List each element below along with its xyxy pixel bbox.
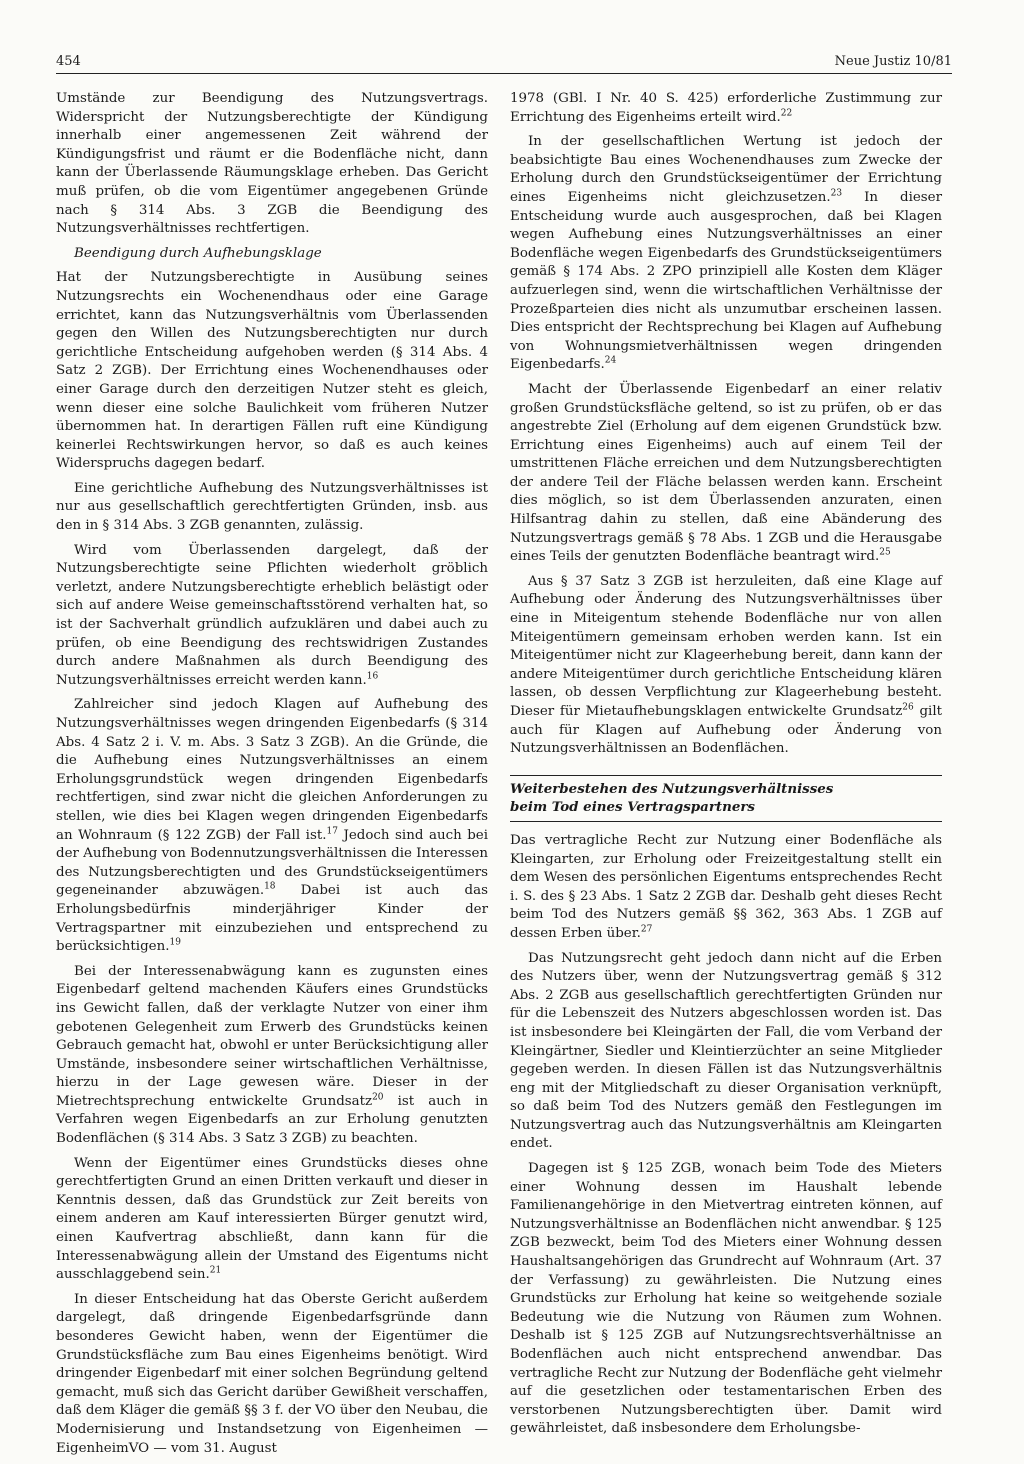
paragraph-text: Eine gerichtliche Aufhebung des Nutzungsverhältnisses ist nur aus gesellschaftlich gerechtfertigten Gründen, insb. aus den in § 314 Abs. 3 ZGB genannten, zulässig. bbox=[56, 480, 488, 534]
right-column bbox=[510, 90, 942, 1445]
paragraph bbox=[56, 1155, 488, 1285]
paragraph bbox=[56, 90, 488, 239]
section-heading-line: Weiterbestehen des Nutzungsverhältnisses bbox=[510, 780, 834, 797]
paragraph-text: Dagegen ist § 125 ZGB, wonach beim Tode des Mieters einer Wohnung dessen im Haushalt lebende Familienangehörige in den Mietvertrag eintreten können, auf Nutzungsverhältnisse an Bodenflächen nicht anwendbar. § 125 ZGB bezweckt, beim Tod des Mieters einer Wohnung dessen Haushaltsangehörigen das Grundrecht auf Wohnraum (Art. 37 der Verfassung) zu gewährleisten. Die Nutzung eines Grundstücks zur Erholung hat keine so weitgehende soziale Bedeutung wie die Nutzung von Räumen zum Wohnen. Deshalb ist § 125 ZGB auf Nutzungsrechtsverhältnisse an Bodenflächen auch nicht entsprechend anwendbar. Das vertragliche Recht zur Nutzung der Bodenfläche geht vielmehr auf die gesetzlichen oder testamentarischen Erben des verstorbenen Nutzungsberechtigten über. Damit wird gewährleistet, daß insbesondere dem Erholungsbe- bbox=[510, 1161, 942, 1437]
paragraph-text: Das Nutzungsrecht geht jedoch dann nicht auf die Erben des Nutzers über, wenn der Nutzungsvertrag gemäß § 312 Abs. 2 ZGB aus gesellschaftlich gerechtfertigten Gründen nur für die Lebenszeit des Nutzers abgeschlossen worden ist. Das ist insbesondere bei Kleingärten der Fall, die vom Verband der Kleingärtner, Siedler und Kleintierzüchter an seine Mitglieder gegeben werden. In diesen Fällen ist das Nutzungsverhältnis eng mit der Mitgliedschaft zu dieser Organisation verknüpft, so daß beim Tod des Nutzers gemäß den Festlegungen im Nutzungsvertrag auch das Nutzungsverhältnis am Kleingarten endet. bbox=[510, 950, 942, 1152]
paragraph-text: In der gesellschaftlichen Wertung ist jedoch der beabsichtigte Bau eines Wochenendhauses zum Zwecke der Erholung durch den Grundstückseigentümer der Errichtung eines Eigenheims nicht gleichzusetzen. bbox=[510, 134, 942, 205]
footnote-ref: 25 bbox=[879, 547, 891, 558]
footnote-ref: 19 bbox=[169, 937, 181, 948]
paragraph bbox=[56, 542, 488, 691]
paragraph-text: Das vertragliche Recht zur Nutzung einer Bodenfläche als Kleingarten, zur Erholung oder Freizeitgestaltung stellt ein dem Wesen des persönlichen Eigentums entsprechendes Recht i. S. des § 23 Abs. 1 Satz 2 ZGB dar. Deshalb geht dieses Recht beim Tod des Nutzers gemäß §§ 362, 363 Abs. 1 ZGB auf dessen Erben über. bbox=[510, 832, 942, 941]
footnote-ref: 21 bbox=[209, 1265, 222, 1276]
paragraph bbox=[56, 963, 488, 1149]
paragraph-text: Jedoch sind auch bei der Aufhebung von Bodennutzungsverhältnissen die Interessen des Nutzungsberechtigten und des Grundstückseigentümers gegeneinander abzuwägen. bbox=[56, 827, 489, 899]
paragraph-text: Wird vom Überlassenden dargelegt, daß der Nutzungsberechtigte seine Pflichten wiederholt gröblich verletzt, andere Nutzungsberechtigte erheblich belästigt oder sich auf andere Weise gemeinschaftsstörend verhalten hat, so ist der Sachverhalt gründlich aufzuklären und dabei auch zu prüfen, ob eine Beendigung des rechtswidrigen Zustandes durch andere Maßnahmen als durch Beendigung des Nutzungsverhältnisses erreicht werden kann. bbox=[56, 542, 488, 688]
footnote-ref: 27 bbox=[640, 924, 653, 935]
paragraph bbox=[510, 950, 942, 1155]
paragraph-text: Hat der Nutzungsberechtigte in Ausübung seines Nutzungsrechts ein Wochenendhaus oder eine Garage errichtet, kann das Nutzungsverhältnis vom Überlassenden gegen den Willen des Nutzungsberechtigten nur durch gerichtliche Entscheidung aufgehoben werden (§ 314 Abs. 4 Satz 2 ZGB). Der Errichtung eines Wochenendhauses oder einer Garage durch den derzeitigen Nutzer steht es gleich, wenn dieser eine solche Baulichkeit vom früheren Nutzer übernommen hat. In derartigen Fällen ruft eine Kündigung keinerlei Rechtswirkungen hervor, so daß es auch keines Widerspruchs dagegen bedarf. bbox=[56, 270, 488, 472]
footnote-ref: 23 bbox=[830, 188, 843, 199]
footnote-ref: 20 bbox=[372, 1092, 384, 1103]
paragraph-text: Aus § 37 Satz 3 ZGB ist herzuleiten, daß eine Klage auf Aufhebung oder Änderung des Nutzungsverhältnisses über eine in Miteigentum stehende Bodenfläche nur von allen Miteigentümern gemeinsam erhoben werden kann. Ist ein Miteigentümer nicht zur Klageerhebung bereit, dann kann der andere Miteigentümer durch gerichtliche Entscheidung klären lassen, ob dessen Verpflichtung zur Klageerhebung besteht. Dieser für Mietaufhebungsklagen entwickelte Grundsatz bbox=[510, 573, 942, 719]
paragraph-text: Umstände zur Beendigung des Nutzungsvertrags. Widerspricht der Nutzungsberechtigte der Kündigung innerhalb einer angemessenen Zeit während der Kündigungsfrist und räumt er die Bodenfläche nicht, dann kann der Überlassende Räumungsklage erheben. Das Gericht muß prüfen, ob die vom Eigentümer angegebenen Gründe nach § 314 Abs. 3 ZGB die Beendigung des Nutzungsverhältnisses rechtfertigen. bbox=[56, 91, 488, 237]
footnote-ref: 16 bbox=[366, 671, 379, 682]
section-heading bbox=[510, 775, 942, 822]
paragraph-text: ist auch in Verfahren wegen Eigenbedarfs an zur Erholung genutzten Bodenflächen (§ 314 Abs. 3 Satz 3 ZGB) zu beachten. bbox=[56, 1093, 488, 1147]
paragraph bbox=[510, 381, 942, 567]
page-number: 454 bbox=[56, 54, 81, 69]
footnote-ref: 24 bbox=[604, 355, 617, 366]
paragraph-text: In dieser Entscheidung wurde auch ausgesprochen, daß bei Klagen wegen Aufhebung eines Nutzungsverhältnisses an einer Bodenfläche wegen Eigenbedarfs des Grundstückseigentümers gemäß § 174 Abs. 2 ZPO prinzipiell alle Kosten dem Kläger aufzuerlegen sind, wenn die wirtschaftlichen Verhältnisse der Prozeßparteien dies nicht als unzumutbar erscheinen lassen. Dies entspricht der Rechtsprechung bei Klagen auf Aufhebung von Wohnungsmietverhältnissen wegen dringenden Eigenbedarfs. bbox=[510, 189, 943, 373]
section-heading-line: beim Tod eines Vertragspartners bbox=[510, 799, 755, 816]
paragraph-text: Zahlreicher sind jedoch Klagen auf Aufhebung des Nutzungsverhältnisses wegen dringenden Eigenbedarfs (§ 314 Abs. 4 Satz 2 i. V. m. Abs. 3 Satz 3 ZGB). An die Gründe, die die Aufhebung eines Nutzungsverhältnisses an einem Erholungsgrundstück wegen dringenden Eigenbedarfs rechtfertigen, sind zwar nicht die gleichen Anforderungen zu stellen, wie dies bei Klagen wegen dringenden Eigenbedarfs an Wohnraum (§ 122 ZGB) der Fall ist. bbox=[56, 697, 488, 843]
paragraph-text: Macht der Überlassende Eigenbedarf an einer relativ großen Grundstücksfläche geltend, so ist zu prüfen, ob er das angestrebte Ziel (Erholung auf dem eigenen Grundstück bzw. Errichtung eines Eigenheims) auch auf einem Teil der umstrittenen Fläche erreichen und dem Nutzungsberechtigten der andere Teil der Fläche belassen werden kann. Erscheint dies möglich, so ist dem Überlassenden anzuraten, einen Hilfsantrag dahin zu stellen, daß eine Abänderung des Nutzungsvertrags gemäß § 78 Abs. 1 ZGB und die Herausgabe eines Teils der genutzten Bodenfläche beantragt wird. bbox=[510, 381, 942, 565]
paragraph bbox=[56, 480, 488, 536]
paragraph bbox=[56, 696, 488, 956]
paragraph bbox=[510, 90, 942, 127]
paragraph bbox=[510, 573, 942, 759]
paragraph-text: 1978 (GBl. I Nr. 40 S. 425) erforderliche Zustimmung zur Errichtung des Eigenheims erteilt wird. bbox=[510, 91, 942, 125]
paragraph bbox=[56, 1291, 488, 1458]
paragraph-text: Bei der Interessenabwägung kann es zugunsten eines Eigenbedarf geltend machenden Käufers eines Grundstücks ins Gewicht fallen, daß der verklagte Nutzer von einer ihm gebotenen Gelegenheit zum Erwerb des Grundstücks keinen Gebrauch gemacht hat, obwohl er unter Berücksichtigung aller Umstände, insbesondere seiner wirtschaftlichen Verhältnisse, hierzu in der Lage gewesen wäre. Dieser in der Mietrechtsprechung entwickelte Grundsatz bbox=[56, 963, 489, 1109]
paragraph bbox=[510, 832, 942, 944]
footnote-ref: 18 bbox=[264, 881, 276, 892]
left-column bbox=[56, 90, 488, 1464]
paragraph-text: In dieser Entscheidung hat das Oberste Gericht außerdem dargelegt, daß dringende Eigenbedarfsgründe dann besonderes Gewicht haben, wenn der Eigentümer die Grundstücksfläche zum Bau eines Eigenheims benötigt. Wird dringender Eigenbedarf mit einer solchen Begründung geltend gemacht, muß sich das Gericht darüber Gewißheit verschaffen, daß dem Kläger die gemäß §§ 3 f. der VO über den Neubau, die Modernisierung und Instandsetzung von Eigenheimen — EigenheimVO — vom 31. August bbox=[56, 1291, 488, 1456]
paragraph-text: Wenn der Eigentümer eines Grundstücks dieses ohne gerechtfertigten Grund an einen Dritten verkauft und dieser in Kenntnis dessen, daß das Grundstück zur Zeit bereits von einem anderen am Kauf interessierten Bürger genutzt wird, einen Kaufvertrag abschließt, dann kann für die Interessenabwägung allein der Umstand des Eigentums nicht ausschlaggebend sein. bbox=[56, 1155, 488, 1283]
paragraph-text: Dabei ist auch das Erholungsbedürfnis minderjähriger Kinder der Vertragspartner mit einzubeziehen und entsprechend zu berücksichtigen. bbox=[56, 883, 488, 955]
subheading: Beendigung durch Aufhebungsklage bbox=[74, 245, 322, 261]
footnote-ref: 17 bbox=[326, 826, 338, 837]
paragraph bbox=[56, 269, 488, 474]
paragraph bbox=[510, 133, 942, 375]
footnote-ref: 22 bbox=[780, 108, 793, 119]
header-rule bbox=[56, 73, 952, 74]
paragraph bbox=[510, 1160, 942, 1439]
paragraph-text: gilt auch für Klagen auf Aufhebung oder Änderung von Nutzungsverhältnissen an Bodenflächen. bbox=[510, 704, 942, 757]
journal-issue: Neue Justiz 10/81 bbox=[834, 54, 952, 69]
footnote-ref: 26 bbox=[902, 702, 914, 713]
